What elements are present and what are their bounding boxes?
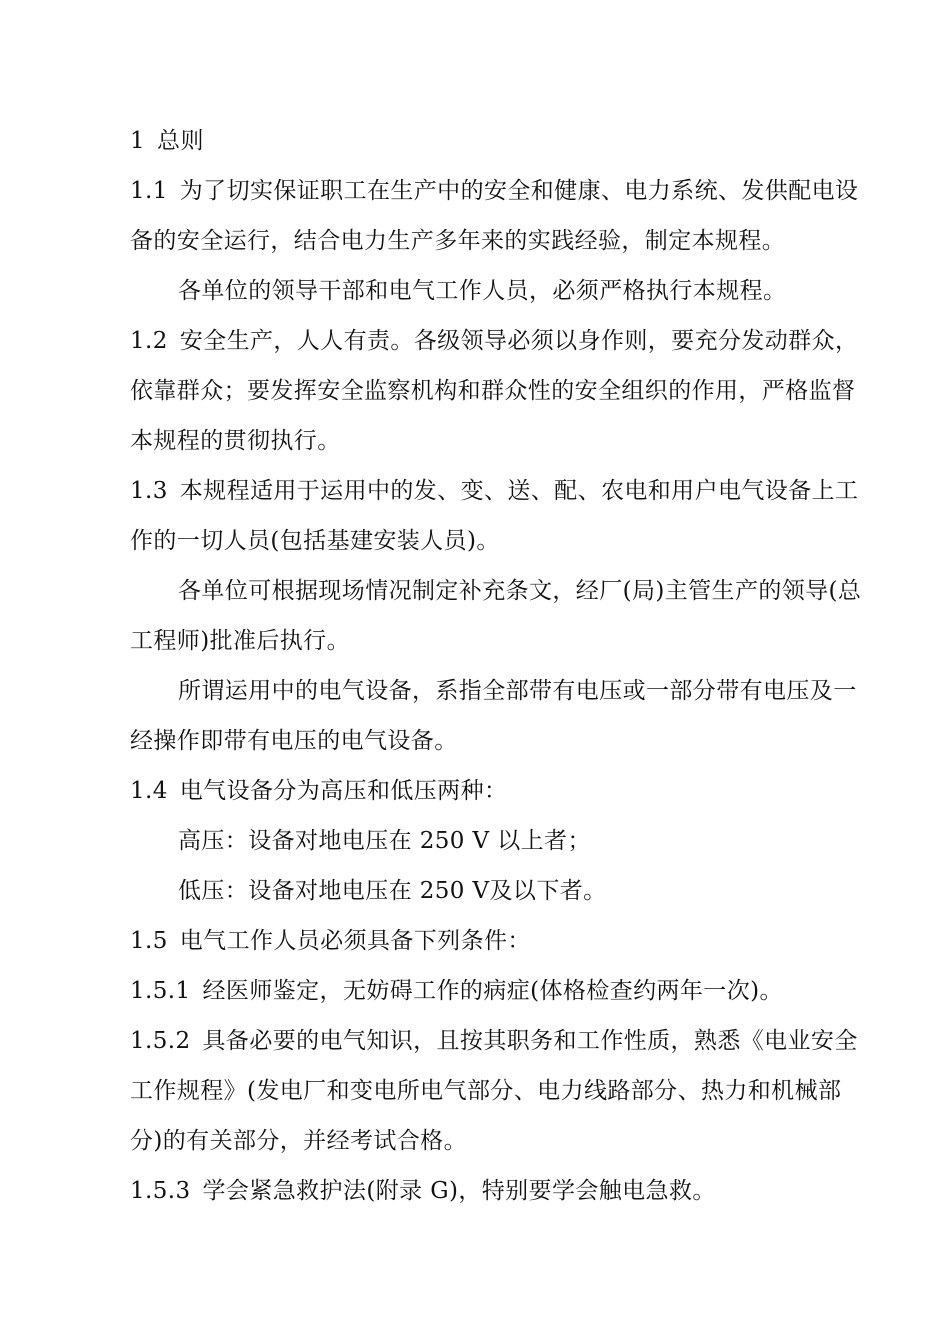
paragraph-line: 所谓运用中的电气设备，系指全部带有电压或一部分带有电压及一: [178, 678, 857, 704]
paragraph-line: 低压：设备对地电压在 250 V及以下者。: [178, 878, 607, 904]
line-text: 经医师鉴定，无妨碍工作的病症(体格检查约两年一次)。: [202, 978, 783, 1004]
line-text: 电气设备分为高压和低压两种：: [179, 778, 508, 804]
clause-number: 1.4: [130, 778, 168, 804]
text-line: 经操作即带有电压的电气设备。: [130, 728, 458, 754]
line-text: 本规程适用于运用中的发、变、送、配、农电和用户电气设备上工: [179, 478, 859, 504]
line-text: 具备必要的电气知识，且按其职务和工作性质，熟悉《电业安全: [202, 1028, 858, 1054]
clause-line: [130, 1166, 870, 1216]
paragraph-line: 各单位的领导干部和电气工作人员，必须严格执行本规程。: [178, 278, 787, 304]
clause-number: 1.5.1: [130, 978, 191, 1004]
line-text: 安全生产，人人有责。各级领导必须以身作则，要充分发动群众，: [179, 328, 859, 354]
text-line: 工作规程》(发电厂和变电所电气部分、电力线路部分、热力和机械部: [130, 1078, 842, 1104]
clause-line: [130, 966, 870, 1016]
clause-number: 1.3: [130, 478, 168, 504]
clause-number: 1.1: [130, 178, 168, 204]
clause-line: [130, 766, 870, 816]
clause-number: 1.5.2: [130, 1028, 191, 1054]
line-text: 电气工作人员必须具备下列条件：: [179, 928, 531, 954]
clause-number: 1.5: [130, 928, 168, 954]
text-line: 备的安全运行，结合电力生产多年来的实践经验，制定本规程。: [130, 228, 786, 254]
section-heading: [130, 116, 870, 166]
clause-line: [130, 166, 870, 216]
paragraph-line: 高压：设备对地电压在 250 V 以上者；: [178, 828, 591, 854]
line-text: 学会紧急救护法(附录 G)，特别要学会触电急救。: [202, 1178, 716, 1204]
text-line: 分)的有关部分，并经考试合格。: [130, 1128, 467, 1154]
clause-line: [130, 1016, 870, 1066]
clause-number: 1: [130, 128, 146, 154]
clause-line: [130, 466, 870, 516]
text-line: 工程师)批准后执行。: [130, 628, 350, 654]
text-line: 依靠群众；要发挥安全监察机构和群众性的安全组织的作用，严格监督: [130, 378, 856, 404]
line-text: 总则: [157, 128, 204, 154]
clause-number: 1.5.3: [130, 1178, 191, 1204]
clause-number: 1.2: [130, 328, 168, 354]
text-line: 作的一切人员(包括基建安装人员)。: [130, 528, 500, 554]
paragraph-line: 各单位可根据现场情况制定补充条文，经厂(局)主管生产的领导(总: [178, 578, 862, 604]
clause-line: [130, 916, 870, 966]
line-text: 为了切实保证职工在生产中的安全和健康、电力系统、发供配电设: [179, 178, 859, 204]
document-page: [130, 116, 870, 1216]
clause-line: [130, 316, 870, 366]
text-line: 本规程的贯彻执行。: [130, 428, 341, 454]
